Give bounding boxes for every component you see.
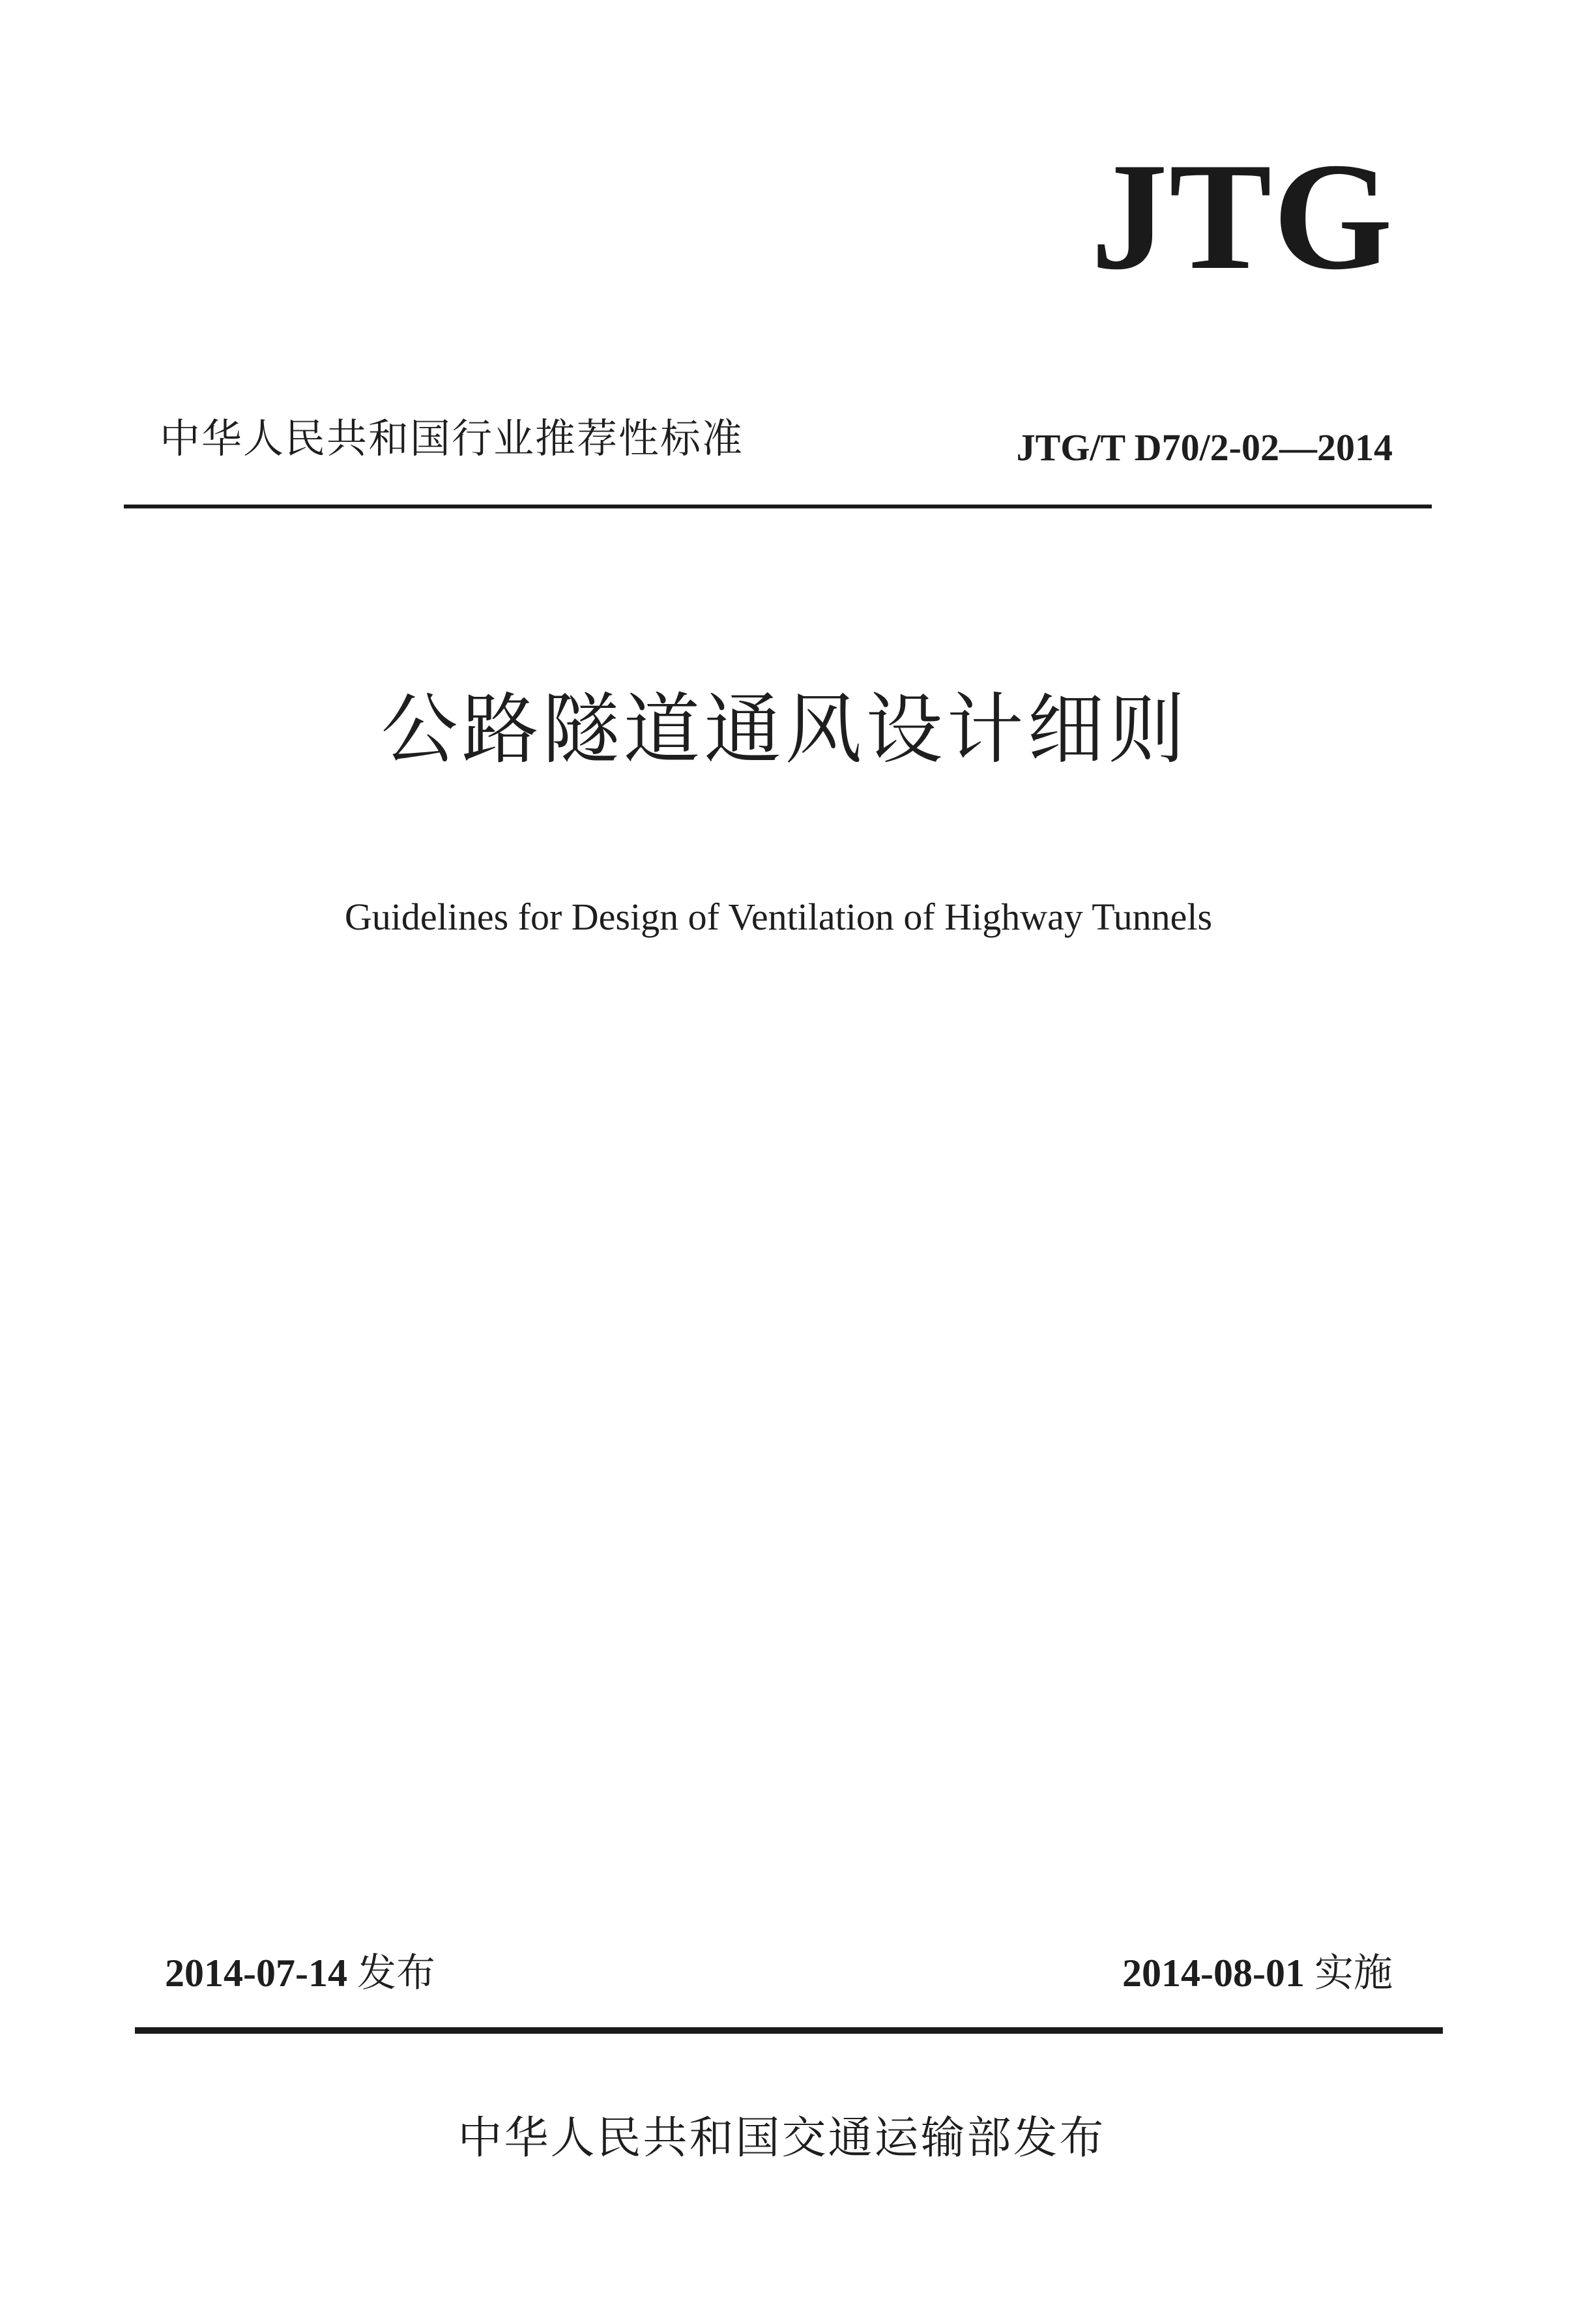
document-title-english: Guidelines for Design of Ventilation of Highway Tunnels [344,896,1213,938]
standard-category: 中华人民共和国行业推荐性标准 [160,415,744,462]
issue-date [165,1950,435,1996]
top-divider [124,505,1432,508]
issue-date-value: 2014-07-14 [165,1952,347,1995]
document-title-chinese: 公路隧道通风设计细则 [381,684,1189,774]
effective-date-value: 2014-08-01 [1122,1952,1305,1995]
effective-date-label: 实施 [1314,1950,1393,1996]
jtg-logo: JTG [1091,132,1394,302]
bottom-divider [135,2027,1443,2034]
standard-number: JTG/T D70/2-02—2014 [1016,426,1393,469]
publisher: 中华人民共和国交通运输部发布 [457,2113,1106,2164]
effective-date [1122,1950,1393,1996]
issue-date-label: 发布 [356,1950,435,1996]
